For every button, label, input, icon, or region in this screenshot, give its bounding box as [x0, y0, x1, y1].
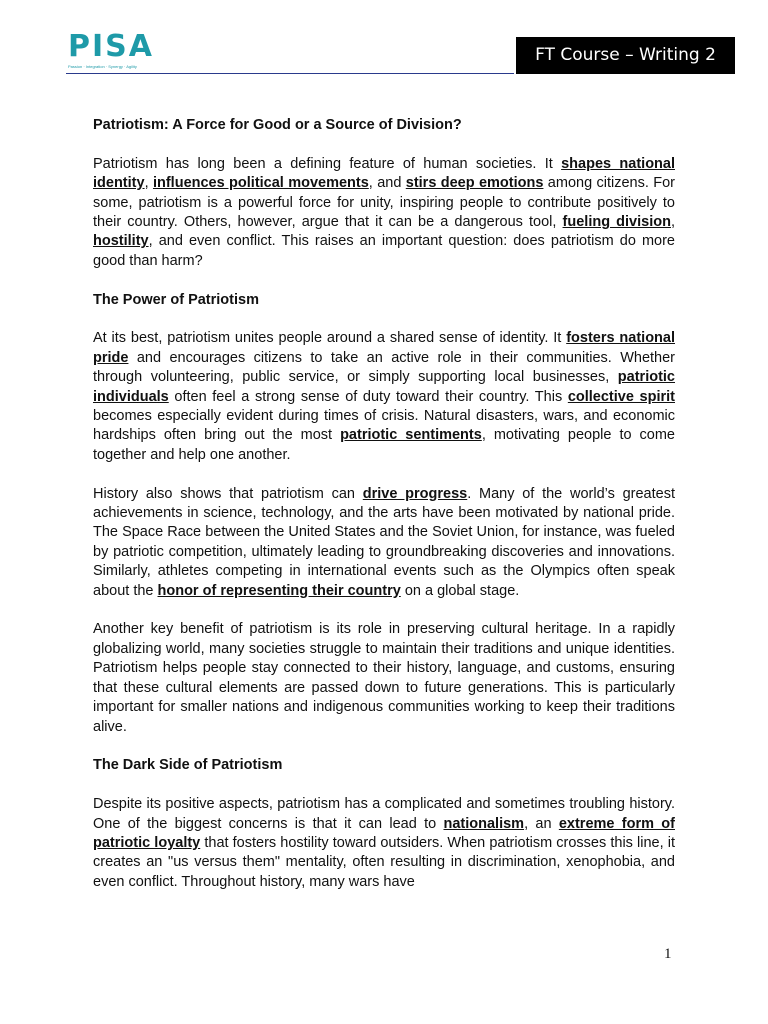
keyword: hostility	[93, 233, 149, 250]
keyword: fueling division	[562, 214, 671, 231]
intro-paragraph: Patriotism has long been a defining feature of human societies. It shapes national identity, influences political movements, and stirs deep emotions among citizens. For some, patriotism is a powerful force for unity, inspiring people to contribute positively to their country. Others, however, argue that it can be a dangerous tool, fueling division, hostility, and even conflict. This raises an important question: does patriotism do more good than harm?	[93, 155, 676, 269]
keyword: stirs deep emotions	[405, 175, 544, 192]
paragraph: Another key benefit of patriotism is its role in preserving cultural heritage. In a rapidly globalizing world, many societies struggle to maintain their traditions and unique identities. Patriotism helps people stay connected to their history, language, and customs, ensuring that these cultural elements are passed down to future generations. This is particularly important for smaller nations and indigenous communities working to keep their traditions alive.	[93, 621, 675, 735]
keyword: nationalism	[443, 815, 525, 832]
section-heading-power: The Power of Patriotism	[93, 291, 259, 308]
logo-tagline: Passion · Integration · Synergy · Agility	[68, 64, 137, 69]
keyword: extreme form of patriotic loyalty	[93, 815, 675, 851]
keyword: honor of representing their country	[157, 582, 401, 599]
paragraph: At its best, patriotism unites people around a shared sense of identity. It fosters national pride and encourages citizens to take an active role in their communities. Whether through volunteering, public service, or simply supporting local businesses, patriotic individuals often feel a strong sense of duty toward their country. This collective spirit becomes especially evident during times of crisis. Natural disasters, wars, and economic hardships often bring out the most patriotic sentiments, motivating people to come together and help one another.	[93, 330, 675, 463]
keyword: drive progress	[362, 485, 468, 502]
pisa-logo	[68, 29, 168, 76]
paragraph: Despite its positive aspects, patriotism has a complicated and sometimes troubling history. One of the biggest concerns is that it can lead to nationalism, an extreme form of patriotic loyalty that fosters hostility toward outsiders. When patriotism crosses this line, it creates an "us versus them" mentality, often resulting in discrimination, xenophobia, and even conflict. Throughout history, many wars have	[93, 796, 675, 890]
keyword: influences political movements	[152, 175, 369, 192]
keyword: collective spirit	[567, 388, 675, 405]
paragraph: History also shows that patriotism can drive progress. Many of the world’s greatest achievements in science, technology, and the arts have been motivated by national pride. The Space Race between the United States and the Soviet Union, for instance, was fueled by patriotic competition, ultimately leading to groundbreaking discoveries and innovations. Similarly, athletes competing in international events such as the Olympics often speak about the honor of representing their country on a global stage.	[93, 485, 675, 599]
document-title: Patriotism: A Force for Good or a Source of Division?	[93, 117, 462, 133]
logo-text: PISA	[68, 29, 154, 64]
section-heading-dark-side: The Dark Side of Patriotism	[93, 757, 283, 774]
keyword: patriotic individuals	[93, 369, 675, 405]
keyword: fosters national pride	[93, 330, 675, 366]
header-rule	[66, 73, 514, 74]
course-label: FT Course – Writing 2	[516, 37, 735, 74]
keyword: shapes national identity	[93, 155, 675, 192]
document-body	[93, 116, 675, 912]
keyword: patriotic sentiments	[340, 427, 482, 444]
page-number: 1	[664, 946, 672, 962]
